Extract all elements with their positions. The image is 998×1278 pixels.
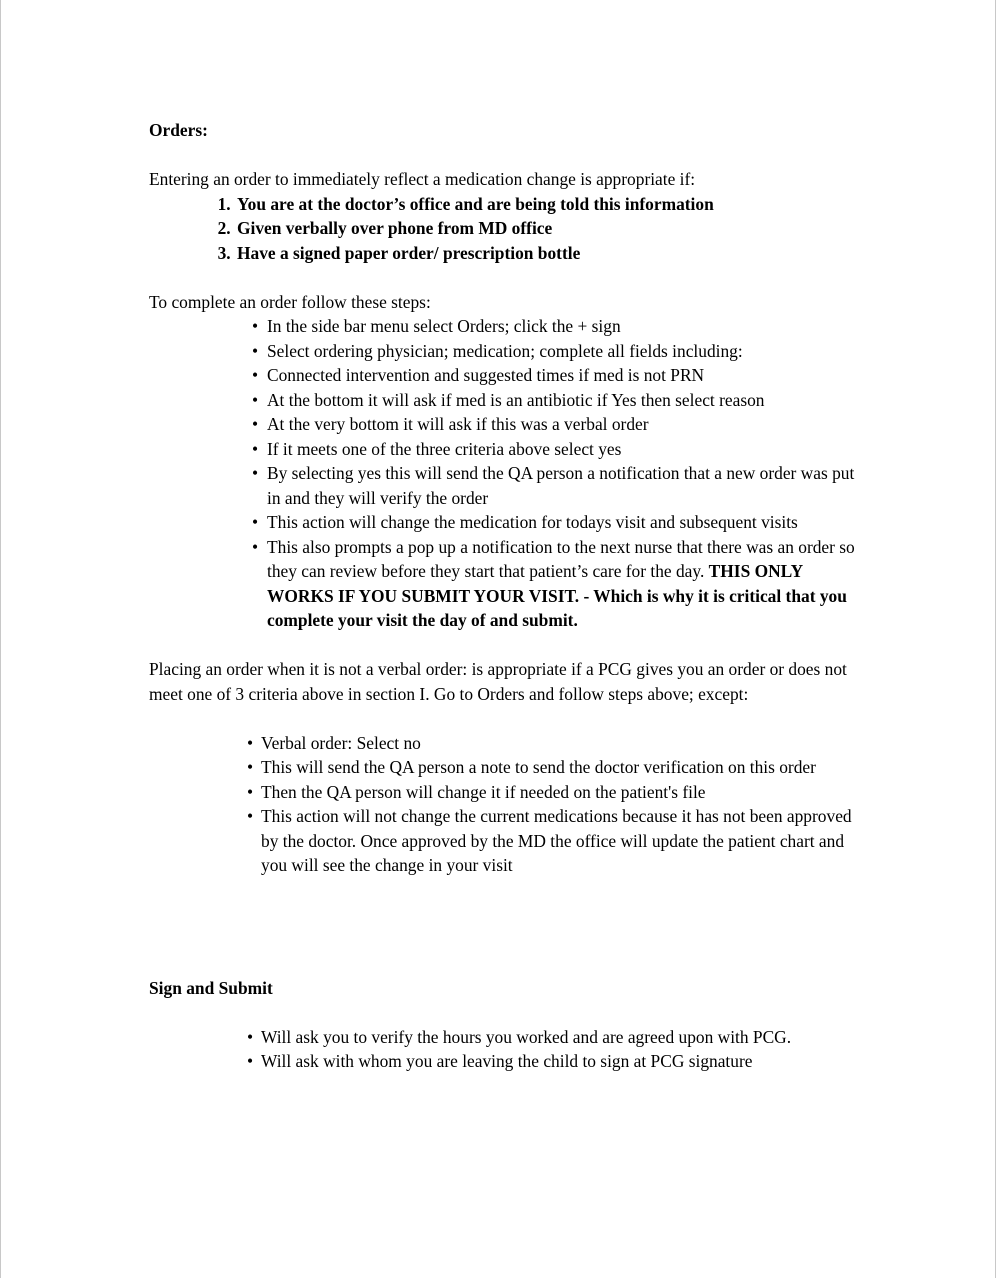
sign-submit-steps-list [149, 1025, 861, 1074]
orders-intro: Entering an order to immediately reflect a medication change is appropriate if: [149, 169, 696, 189]
steps-list [149, 314, 861, 633]
step-item: • Select ordering physician; medication; complete all fields including: [267, 339, 861, 364]
submit-warning: THIS ONLY WORKS IF YOU SUBMIT YOUR VISIT. - Which is why it is critical that you complete your visit the day of and submit. [267, 561, 847, 630]
step-item: • At the very bottom it will ask if this was a verbal order [267, 412, 861, 437]
non-verbal-step-item: • This will send the QA person a note to send the doctor verification on this order [261, 755, 861, 780]
step-item-with-warning [267, 535, 861, 633]
step-item: • At the bottom it will ask if med is an antibiotic if Yes then select reason [267, 388, 861, 413]
non-verbal-step-item: • Then the QA person will change it if needed on the patient's file [261, 780, 861, 805]
step-item: • If it meets one of the three criteria above select yes [267, 437, 861, 462]
step-item: • Connected intervention and suggested times if med is not PRN [267, 363, 861, 388]
steps-intro: To complete an order follow these steps: [149, 291, 431, 312]
non-verbal-steps-list [149, 731, 861, 878]
step-item: • By selecting yes this will send the QA person a notification that a new order was put in and they will verify the order [267, 461, 861, 510]
step-text: This also prompts a pop up a notification to the next nurse that there was an order so they can review before they start that patient’s care for the day. [267, 536, 855, 581]
criteria-item: 3. Have a signed paper order/ prescription bottle [235, 241, 861, 266]
criteria-list [149, 192, 861, 266]
sign-submit-step-item: • Will ask with whom you are leaving the child to sign at PCG signature [261, 1049, 861, 1074]
criteria-item: 2. Given verbally over phone from MD office [235, 216, 861, 241]
step-item: • This action will change the medication for todays visit and subsequent visits [267, 510, 861, 535]
criteria-item: 1. You are at the doctor’s office and are being told this information [235, 192, 861, 217]
orders-heading: Orders: [149, 120, 208, 140]
non-verbal-intro: Placing an order when it is not a verbal order: is appropriate if a PCG gives you an order or does not meet one of 3 criteria above in section I. Go to Orders and follow steps above; except: [149, 659, 847, 704]
sign-submit-heading: Sign and Submit [149, 977, 273, 998]
sign-submit-step-item: • Will ask you to verify the hours you worked and are agreed upon with PCG. [261, 1025, 861, 1050]
document-body [149, 118, 861, 1074]
non-verbal-step-item: • Verbal order: Select no [261, 731, 861, 756]
non-verbal-step-item: • This action will not change the current medications because it has not been approved by the doctor. Once approved by the MD the office will update the patient chart and you will see the change in your visit [261, 804, 861, 878]
step-item: • In the side bar menu select Orders; click the + sign [267, 314, 861, 339]
